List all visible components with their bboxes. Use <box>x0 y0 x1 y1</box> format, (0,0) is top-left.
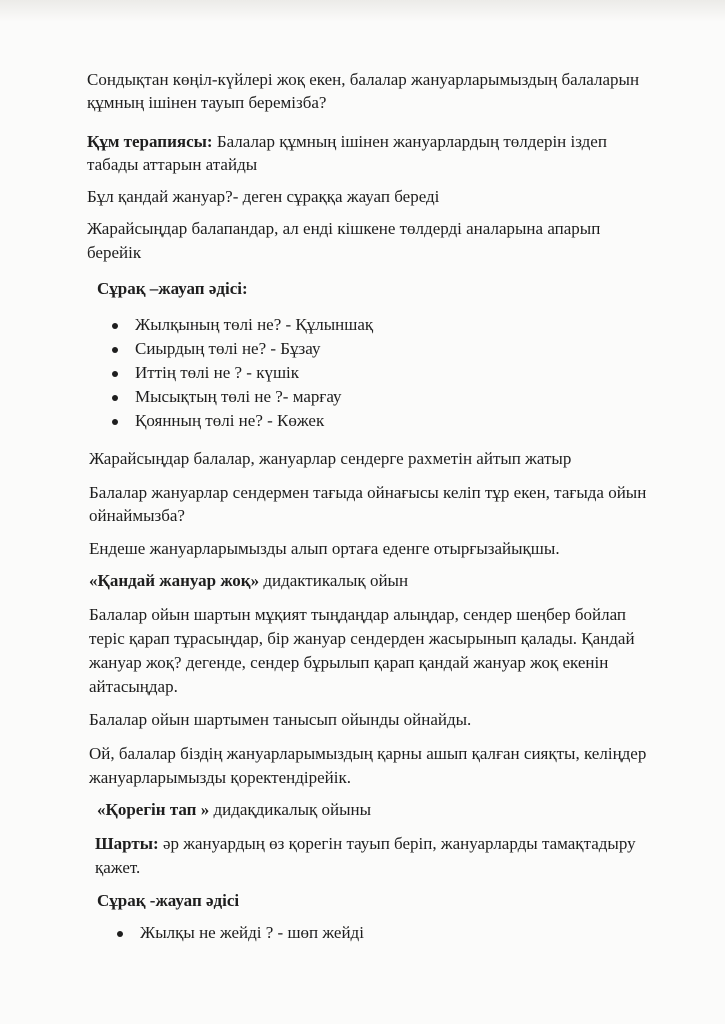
bullet-icon <box>112 419 118 425</box>
game2-rules-label: Шарты: <box>95 834 159 853</box>
list-item-text: Жылқының төлі не? - Құлыншақ <box>135 315 374 334</box>
bullet-icon <box>117 931 123 937</box>
game2-rules-line1 <box>95 831 636 856</box>
list-item <box>110 409 373 433</box>
praise-line2: берейік <box>87 243 142 262</box>
qa-heading-1: Сұрақ –жауап әдісі: <box>97 279 248 298</box>
paragraph-intro-line2: құмның ішінен тауып беремізба? <box>87 93 327 112</box>
game1-rules-line1: Балалар ойын шартын мұқият тыңдаңдар алыңдар, сендер шеңбер бойлап <box>89 605 627 624</box>
list-item-text: Қоянның төлі не? - Көжек <box>135 411 325 430</box>
list-item <box>110 313 373 337</box>
list-item <box>110 337 373 361</box>
game1-play-line: Балалар ойын шартымен танысып ойынды ойнайды. <box>89 710 472 729</box>
scan-top-edge <box>0 0 725 22</box>
list-item-text: Мысықтың төлі не ?- марғау <box>135 387 342 406</box>
question-line: Бұл қандай жануар?- деген сұраққа жауап береді <box>87 187 440 206</box>
bullet-icon <box>112 323 118 329</box>
game1-rules-line3: жануар жоқ? дегенде, сендер бұрылып қарап қандай жануар жоқ екенін <box>89 653 609 672</box>
game2-suffix: дидақдикалық ойыны <box>209 800 372 819</box>
sand-therapy-line1 <box>87 129 607 154</box>
qa-list-2 <box>115 921 364 945</box>
sand-therapy-label: Құм терапиясы: <box>87 132 213 151</box>
paragraph-intro-line1: Сондықтан көңіл-күйлері жоқ екен, балалар жануарларымыздың балаларын <box>87 70 640 89</box>
game2-title: «Қорегін тап » <box>97 800 210 819</box>
sand-therapy-line2: табады аттарын атайды <box>87 155 258 174</box>
game1-suffix: дидактикалық ойын <box>259 571 409 590</box>
list-item <box>110 385 373 409</box>
game2-rules-text: әр жануардың өз қорегін тауып беріп, жануарларды тамақтадыру <box>158 834 636 853</box>
game1-rules-line2: теріс қарап тұрасыңдар, бір жануар сендерден жасырынып қалады. Қандай <box>89 629 635 648</box>
bullet-icon <box>112 347 118 353</box>
qa-list-1 <box>110 313 373 433</box>
list-item-text: Жылқы не жейді ? - шөп жейді <box>140 923 364 942</box>
bullet-icon <box>112 371 118 377</box>
game1-rules-line4: айтасыңдар. <box>89 677 178 696</box>
game2-rules-line2: қажет. <box>95 858 141 877</box>
sit-line: Ендеше жануарларымызды алып ортаға еденге отырғызайықшы. <box>89 539 560 558</box>
qa-heading-2: Сұрақ -жауап әдісі <box>97 891 240 910</box>
bullet-icon <box>112 395 118 401</box>
thanks-line: Жарайсыңдар балалар, жануарлар сендерге рахметін айтып жатыр <box>89 449 572 468</box>
hungry-line2: жануарларымызды қоректендірейік. <box>89 768 352 787</box>
game1-title-line <box>89 568 408 593</box>
list-item <box>110 361 373 385</box>
list-item-text: Сиырдың төлі не? - Бұзау <box>135 339 321 358</box>
play-again-line2: ойнаймызба? <box>89 506 185 525</box>
praise-line1: Жарайсыңдар балапандар, ал енді кішкене төлдерді аналарына апарып <box>87 219 601 238</box>
play-again-line1: Балалар жануарлар сендермен тағыда ойнағысы келіп тұр екен, тағыда ойын <box>89 483 647 502</box>
game2-title-line <box>97 797 371 822</box>
hungry-line1: Ой, балалар біздің жануарларымыздың қарны ашып қалған сияқты, келіңдер <box>89 744 647 763</box>
sand-therapy-text: Балалар құмның ішінен жануарлардың төлдерін іздеп <box>212 132 607 151</box>
list-item <box>115 921 364 945</box>
game1-title: «Қандай жануар жоқ» <box>89 571 260 590</box>
list-item-text: Иттің төлі не ? - күшік <box>135 363 300 382</box>
